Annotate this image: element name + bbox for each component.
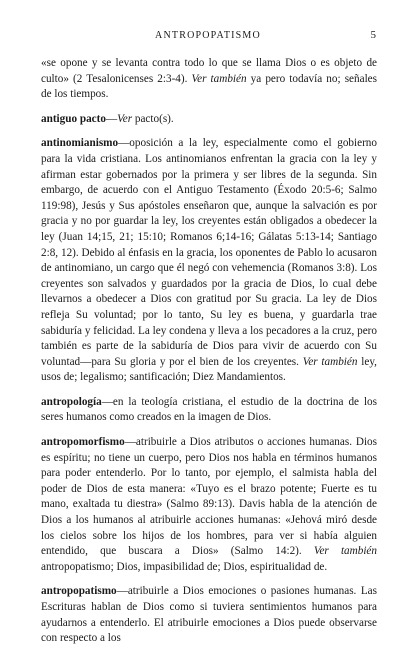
cross-reference-label: Ver también — [302, 355, 358, 368]
entry-text: —en la teología cristiana, el estudio de la doctrina de los seres humanos como creados en la imagen de Dios. — [41, 395, 377, 424]
entry-text: — — [105, 112, 118, 125]
cross-reference-text: antropopatismo; Dios, impasibilidad de; Dios, espiritualidad de. — [41, 560, 328, 573]
cross-reference-text: pacto(s). — [132, 112, 174, 125]
entry-text: —oposición a la ley, especialmente como el gobierno para la vida cristiana. Los antinomianos enfrentan la gracia con la ley y afirman estar gobernados por la primera y ser libres de la segunda. Sin embargo, de acuerdo con el Antiguo Testamento (Éxodo 20:5-6; Salmo 119:98), Jesús y Sus apóstoles enseñaron que, aunque la salvación es por gracia y no por guardar la ley, los creyentes están obligados a obedecer la ley (Juan 14;15, 21; 15:10; Romanos 6;14-16; Gálatas 5:13-14; Santiago 2:8, 12). Debido al énfasis en la gracia, los oponentes de Pablo lo acusaron de antinomiano, un cargo que él negó con vehemencia (Romanos 3:8). Los creyentes son salvados y guardados por la gracia de Dios, lo cual debe llevarnos a obedecer a Dios con gratitud por Su gracia. La ley de Dios refleja Su voluntad; por lo tanto, Su ley es buena, y guardarla trae sabiduría y felicidad. La ley condena y lleva a los pecadores a la cruz, pero también es parte de la sabiduría de Dios para vivir de acuerdo con Su voluntad—para Su gloria y por el bien de los creyentes. — [41, 137, 377, 368]
running-head: ANTROPOPATISMO — [155, 30, 261, 41]
entry-text: —atribuirle a Dios atributos o acciones humanas. Dios es espíritu; no tiene un cuerpo, pero Dios nos habla en términos humanos para poder entenderlo. Por lo tanto, por ejemplo, el salmista habla del poder de Dios de esta manera: «Tuyo es el brazo potente; Fuerte es tu mano, exaltada tu diestra» (Salmo 89:13). Davis habla de la atención de Dios a los humanos al atribuirle acciones humanas: «Jehová miró desde los cielos sobre los hijos de los hombres, para ver si había alguien entendido, que buscara a Dios» (Salmo 14:2). — [41, 436, 377, 558]
entry-term: antiguo pacto — [41, 112, 106, 125]
entry-term: antinomianismo — [41, 137, 119, 150]
entry-antropopatismo — [41, 584, 377, 646]
cross-reference-text: ley, usos de; legalismo; santificación; Diez Mandamientos. — [41, 355, 377, 384]
page-number: 5 — [370, 29, 376, 41]
cross-reference-text: ya pero todavía no; señales de los tiempos. — [41, 72, 377, 101]
entry-antropologia — [41, 395, 377, 426]
cross-reference-label: Ver — [117, 112, 133, 125]
entry-term: antropopatismo — [41, 585, 117, 598]
entry-term: antropología — [41, 395, 102, 408]
entry-continuation — [41, 56, 377, 103]
entry-antiguo-pacto — [41, 112, 377, 128]
dictionary-body — [41, 56, 377, 656]
entry-antinomianismo — [41, 136, 377, 386]
entry-antropomorfismo — [41, 435, 377, 575]
cross-reference-label: Ver también — [313, 545, 377, 558]
entry-term: antropomorfismo — [41, 436, 125, 449]
entry-text: —atribuirle a Dios emociones o pasiones humanas. Las Escrituras hablan de Dios como si tuviera sentimientos humanos para ayudarnos a entenderlo. El atribuirle emociones a Dios puede observarse con respecto a los — [41, 585, 377, 645]
entry-text: «se opone y se levanta contra todo lo que se llama Dios o es objeto de culto» (2 Tesalonicenses 2:3-4). — [41, 57, 377, 85]
cross-reference-label: Ver también — [191, 72, 247, 85]
